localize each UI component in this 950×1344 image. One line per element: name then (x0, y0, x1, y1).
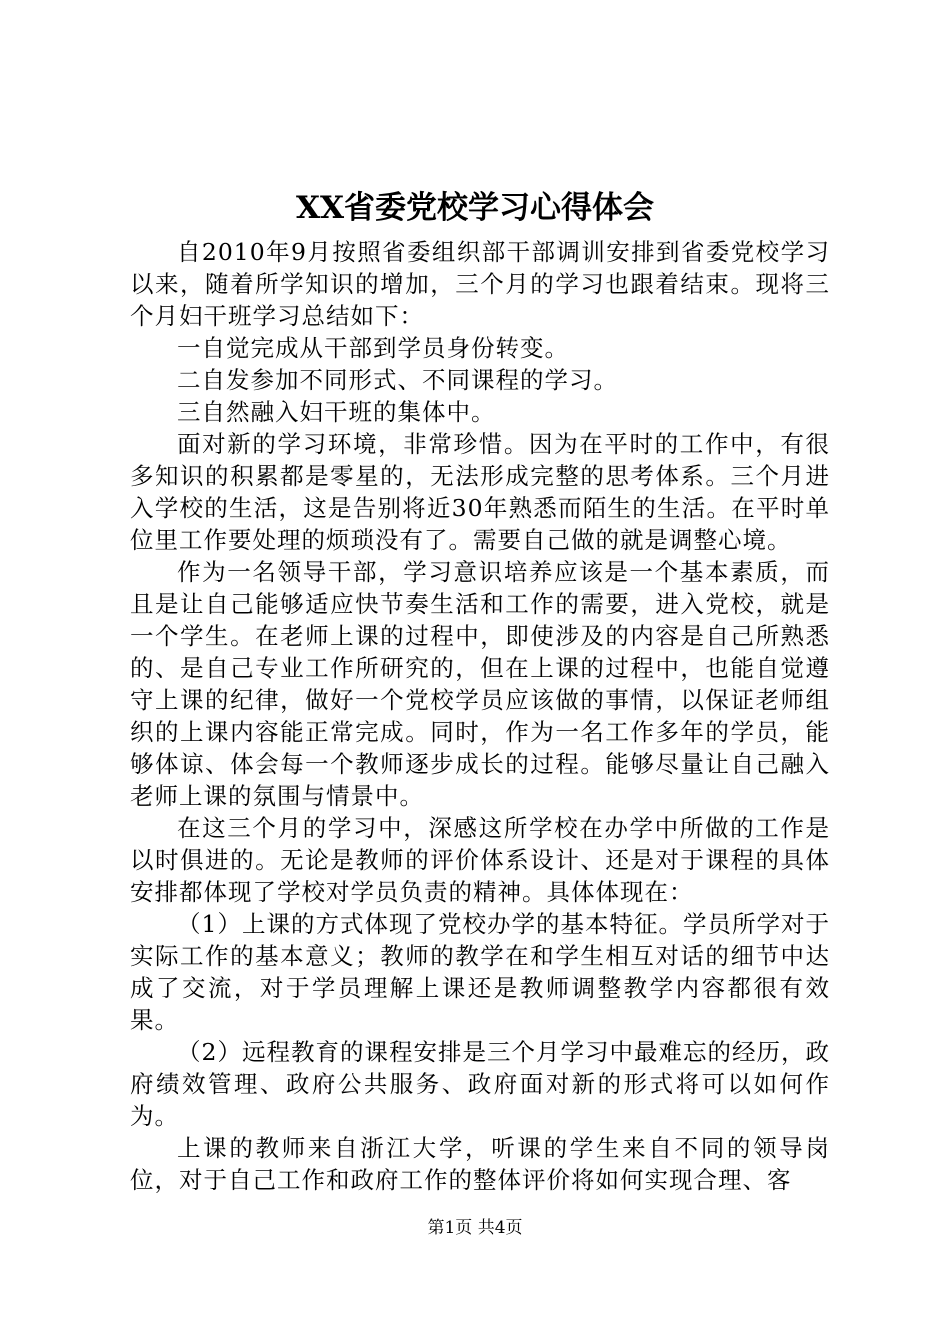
paragraph-item-1: （1）上课的方式体现了党校办学的基本特征。学员所学对于实际工作的基本意义；教师的教学在和学生相互对话的细节中达成了交流，对于学员理解上课还是教师调整教学内容都很有效果。 (130, 910, 830, 1034)
paragraph-three-months: 在这三个月的学习中，深感这所学校在办学中所做的工作是以时俱进的。无论是教师的评价体系设计、还是对于课程的具体安排都体现了学校对学员负责的精神。具体体现在： (130, 814, 830, 906)
paragraph-point-1: 一自觉完成从干部到学员身份转变。 (177, 334, 569, 362)
paragraph-item-2: （2）远程教育的课程安排是三个月学习中最难忘的经历，政府绩效管理、政府公共服务、政府面对新的形式将可以如何作为。 (130, 1038, 830, 1130)
paragraph-point-3: 三自然融入妇干班的集体中。 (177, 398, 496, 426)
paragraph-point-2: 二自发参加不同形式、不同课程的学习。 (177, 366, 618, 394)
paragraph-teachers: 上课的教师来自浙江大学，听课的学生来自不同的领导岗位，对于自己工作和政府工作的整体评价将如何实现合理、客 (130, 1134, 830, 1194)
paragraph-leader: 作为一名领导干部，学习意识培养应该是一个基本素质，而且是让自己能够适应快节奏生活和工作的需要，进入党校，就是一个学生。在老师上课的过程中，即使涉及的内容是自己所熟悉的、是自己专业工作所研究的，但在上课的过程中，也能自觉遵守上课的纪律，做好一个党校学员应该做的事情，以保证老师组织的上课内容能正常完成。同时，作为一名工作多年的学员，能够体谅、体会每一个教师逐步成长的过程。能够尽量让自己融入老师上课的氛围与情景中。 (130, 558, 830, 810)
document-title: XX省委党校学习心得体会 (295, 190, 655, 226)
page-footer: 第1页 共4页 (427, 1218, 523, 1238)
paragraph-environment: 面对新的学习环境，非常珍惜。因为在平时的工作中，有很多知识的积累都是零星的，无法形成完整的思考体系。三个月进入学校的生活，这是告别将近30年熟悉而陌生的生活。在平时单位里工作要处理的烦琐没有了。需要自己做的就是调整心境。 (130, 430, 830, 554)
document-body (130, 236, 830, 1196)
paragraph-intro: 自2010年9月按照省委组织部干部调训安排到省委党校学习以来，随着所学知识的增加，三个月的学习也跟着结束。现将三个月妇干班学习总结如下： (130, 238, 830, 330)
